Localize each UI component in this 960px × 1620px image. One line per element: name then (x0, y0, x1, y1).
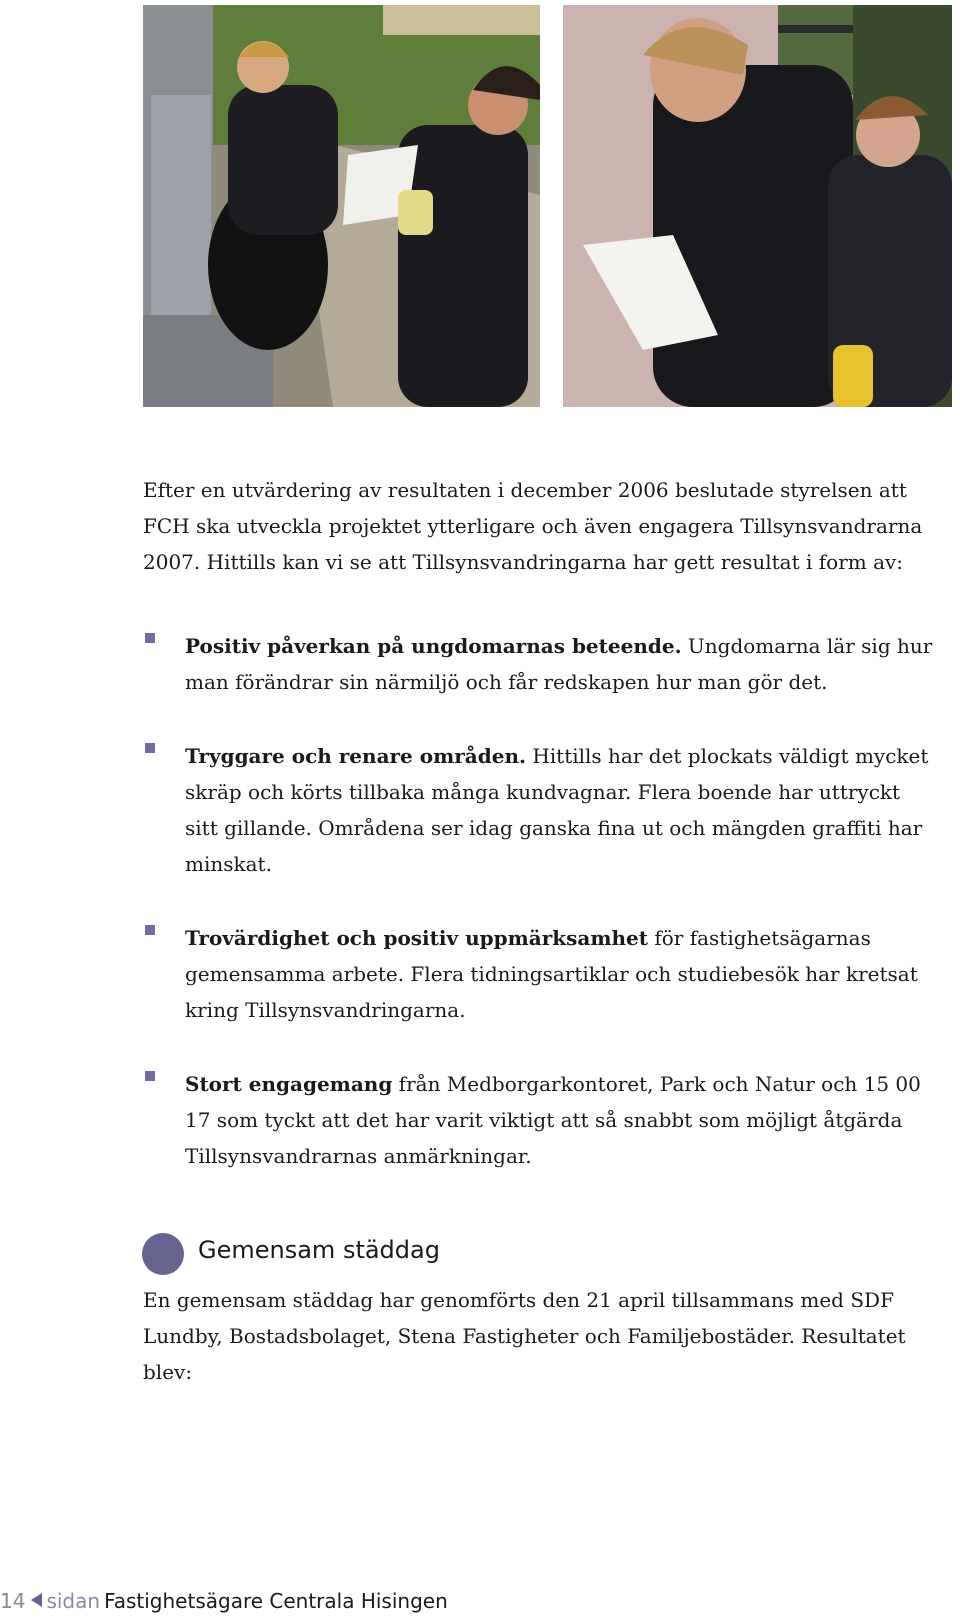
photo-litter-pickup-image (143, 5, 540, 407)
circle-marker-icon (142, 1233, 184, 1275)
left-triangle-icon (31, 1593, 42, 1607)
square-bullet-icon (145, 925, 155, 935)
list-item-text: Hittills har det plockats väldigt mycket skräp och körts tillbaka många kundvagnar. Flera boende har uttryckt sitt gillande. Områdena ser idag ganska fina ut och mängden graffiti har minskat. (185, 744, 929, 876)
footer-sidan-label: sidan (46, 1589, 101, 1613)
list-item (143, 628, 933, 700)
list-item-text: Ungdomarna lär sig hur man förändrar sin närmiljö och får redskapen hur man gör det. (185, 634, 933, 694)
photo-inspection-notes-image (563, 5, 952, 407)
list-item (143, 1066, 933, 1174)
page-footer (0, 1589, 448, 1613)
square-bullet-icon (145, 743, 155, 753)
result-list (143, 628, 933, 1174)
footer-organization: Fastighetsägare Centrala Hisingen (104, 1589, 448, 1613)
photo-litter-pickup (143, 5, 540, 407)
list-item (143, 920, 933, 1028)
list-item-text: från Medborgarkontoret, Park och Natur och 15 00 17 som tyckt att det har varit viktigt att så snabbt som möjligt åtgärda Tillsynsvandrarnas anmärkningar. (185, 1072, 921, 1168)
section-title: Gemensam städdag (198, 1236, 440, 1264)
list-item-text: för fastighetsägarnas gemensamma arbete. Flera tidningsartiklar och studiebesök har kretsat kring Tillsynsvandringarna. (185, 926, 918, 1022)
intro-paragraph: Efter en utvärdering av resultaten i december 2006 beslutade styrelsen att FCH ska utveckla projektet ytterligare och även engagera Tillsynsvandrarna 2007. Hittills kan vi se att Tillsynsvandringarna har gett resultat i form av: (143, 478, 923, 574)
list-item-heading: Tryggare och renare områden. (185, 744, 526, 768)
square-bullet-icon (145, 633, 155, 643)
square-bullet-icon (145, 1071, 155, 1081)
page-number: 14 (0, 1589, 26, 1613)
list-item-heading: Trovärdighet och positiv uppmärksamhet (185, 926, 648, 950)
list-item-heading: Stort engagemang (185, 1072, 393, 1096)
section-paragraph: En gemensam städdag har genomförts den 21 april tillsammans med SDF Lundby, Bostadsbolaget, Stena Fastigheter och Familjebostäder. Resultatet blev: (143, 1288, 906, 1384)
list-item-heading: Positiv påverkan på ungdomarnas beteende. (185, 634, 682, 658)
photo-inspection-notes (563, 5, 952, 407)
list-item (143, 738, 933, 882)
